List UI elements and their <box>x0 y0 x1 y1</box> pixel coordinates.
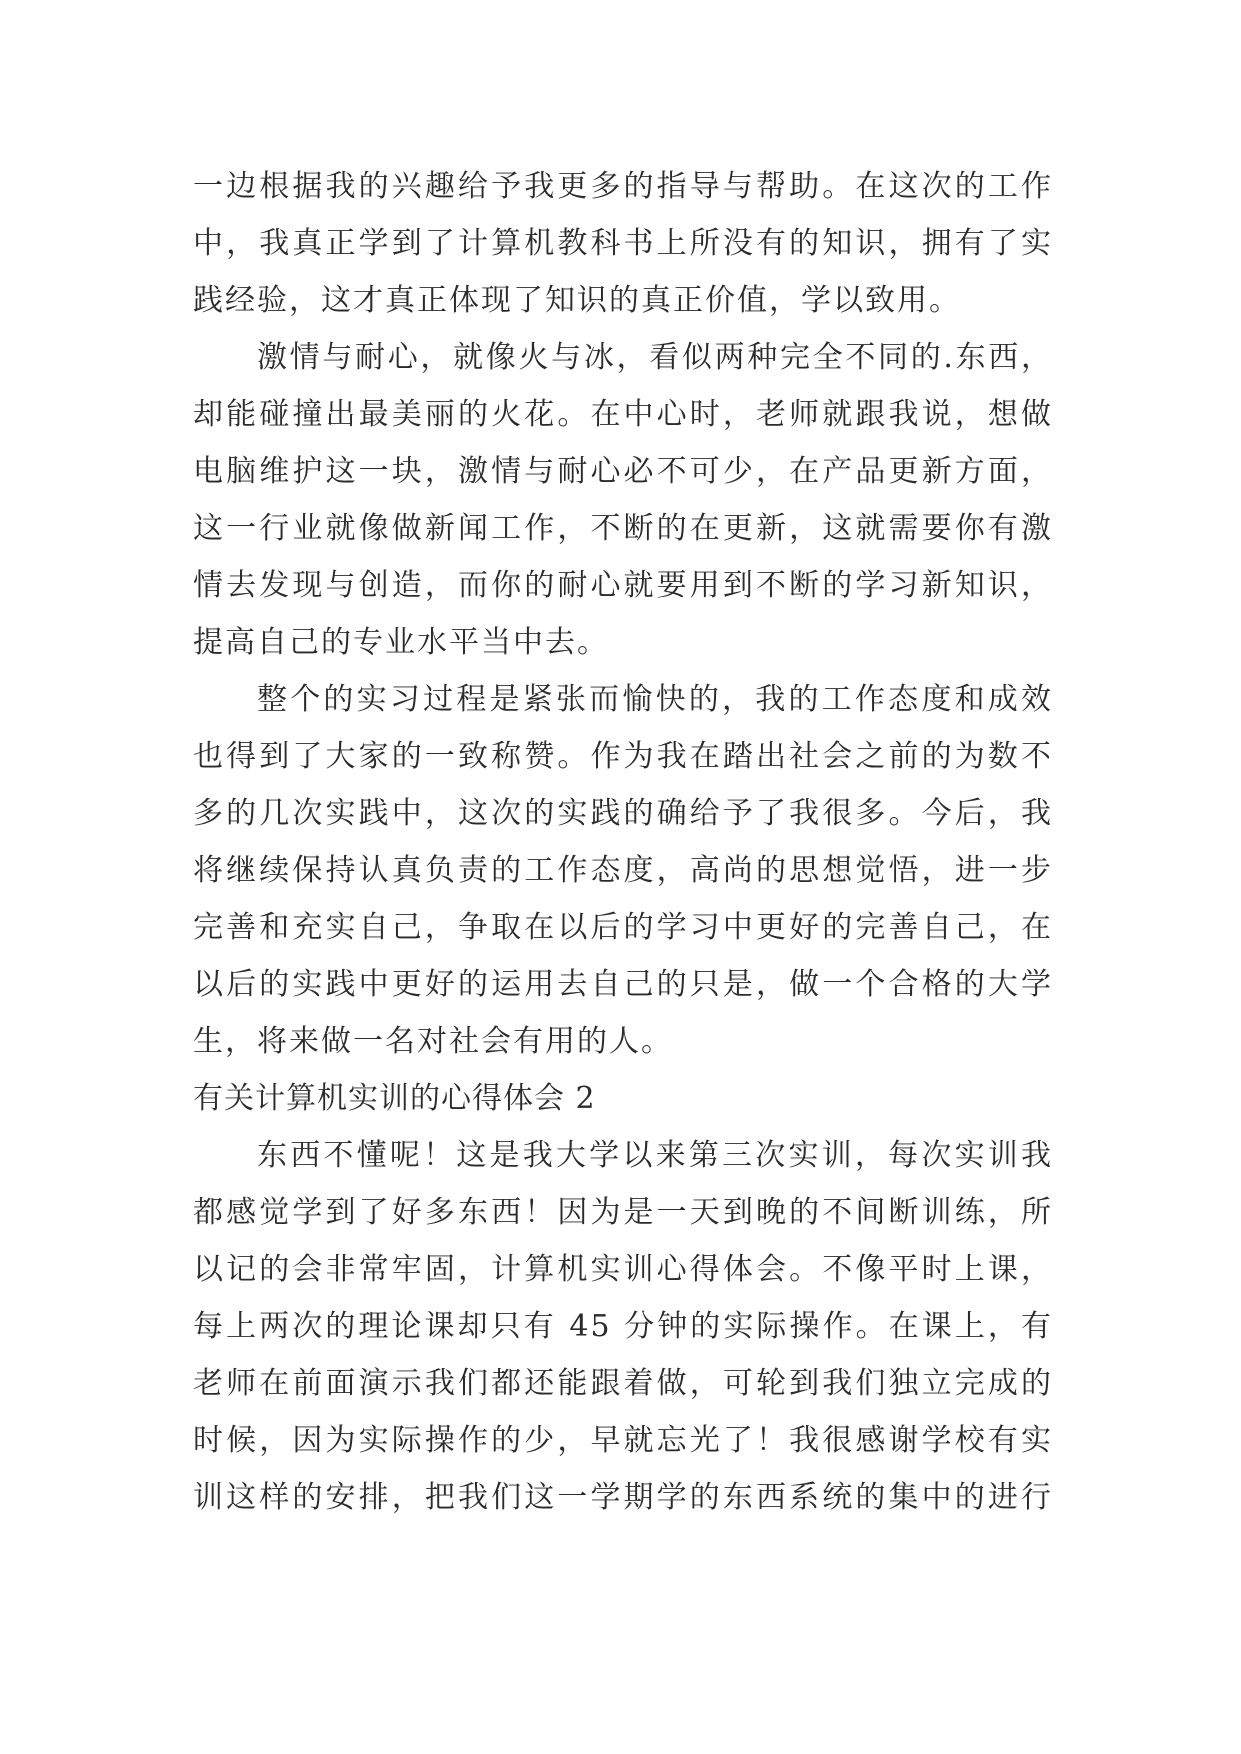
text-line: 一边根据我的兴趣给予我更多的指导与帮助。在这次的工作 <box>193 169 1053 204</box>
text-line: 每上两次的理论课却只有 45 分钟的实际操作。在课上，有 <box>193 1309 1053 1344</box>
text-line: 生，将来做一名对社会有用的人。 <box>193 1024 673 1059</box>
text-line: 这一行业就像做新闻工作，不断的在更新，这就需要你有激 <box>193 511 1053 546</box>
text-line: 践经验，这才真正体现了知识的真正价值，学以致用。 <box>193 283 961 318</box>
text-line: 情去发现与创造，而你的耐心就要用到不断的学习新知识， <box>193 568 1053 603</box>
text-line: 时候，因为实际操作的少，早就忘光了！我很感谢学校有实 <box>193 1423 1053 1458</box>
text-line: 多的几次实践中，这次的实践的确给予了我很多。今后，我 <box>193 796 1053 831</box>
text-line: 提高自己的专业水平当中去。 <box>193 625 609 660</box>
text-line: 以记的会非常牢固，计算机实训心得体会。不像平时上课， <box>193 1252 1053 1287</box>
paragraph-first-line: 激情与耐心，就像火与冰，看似两种完全不同的.东西， <box>257 340 1053 375</box>
text-line: 训这样的安排，把我们这一学期学的东西系统的集中的进行 <box>193 1480 1053 1515</box>
text-line: 完善和充实自己，争取在以后的学习中更好的完善自己，在 <box>193 910 1053 945</box>
document-body <box>193 158 1053 1526</box>
paragraph-first-line: 整个的实习过程是紧张而愉快的，我的工作态度和成效 <box>257 682 1053 717</box>
text-line: 老师在前面演示我们都还能跟着做，可轮到我们独立完成的 <box>193 1366 1053 1401</box>
text-line: 都感觉学到了好多东西！因为是一天到晚的不间断训练，所 <box>193 1195 1053 1230</box>
text-line: 中，我真正学到了计算机教科书上所没有的知识，拥有了实 <box>193 226 1053 261</box>
text-line: 以后的实践中更好的运用去自己的只是，做一个合格的大学 <box>193 967 1053 1002</box>
text-line: 将继续保持认真负责的工作态度，高尚的思想觉悟，进一步 <box>193 853 1053 888</box>
text-line: 电脑维护这一块，激情与耐心必不可少，在产品更新方面， <box>193 454 1053 489</box>
text-line: 却能碰撞出最美丽的火花。在中心时，老师就跟我说，想做 <box>193 397 1053 432</box>
section-heading: 有关计算机实训的心得体会 2 <box>193 1081 596 1116</box>
text-line: 也得到了大家的一致称赞。作为我在踏出社会之前的为数不 <box>193 739 1053 774</box>
paragraph-first-line: 东西不懂呢！这是我大学以来第三次实训，每次实训我 <box>257 1138 1053 1173</box>
